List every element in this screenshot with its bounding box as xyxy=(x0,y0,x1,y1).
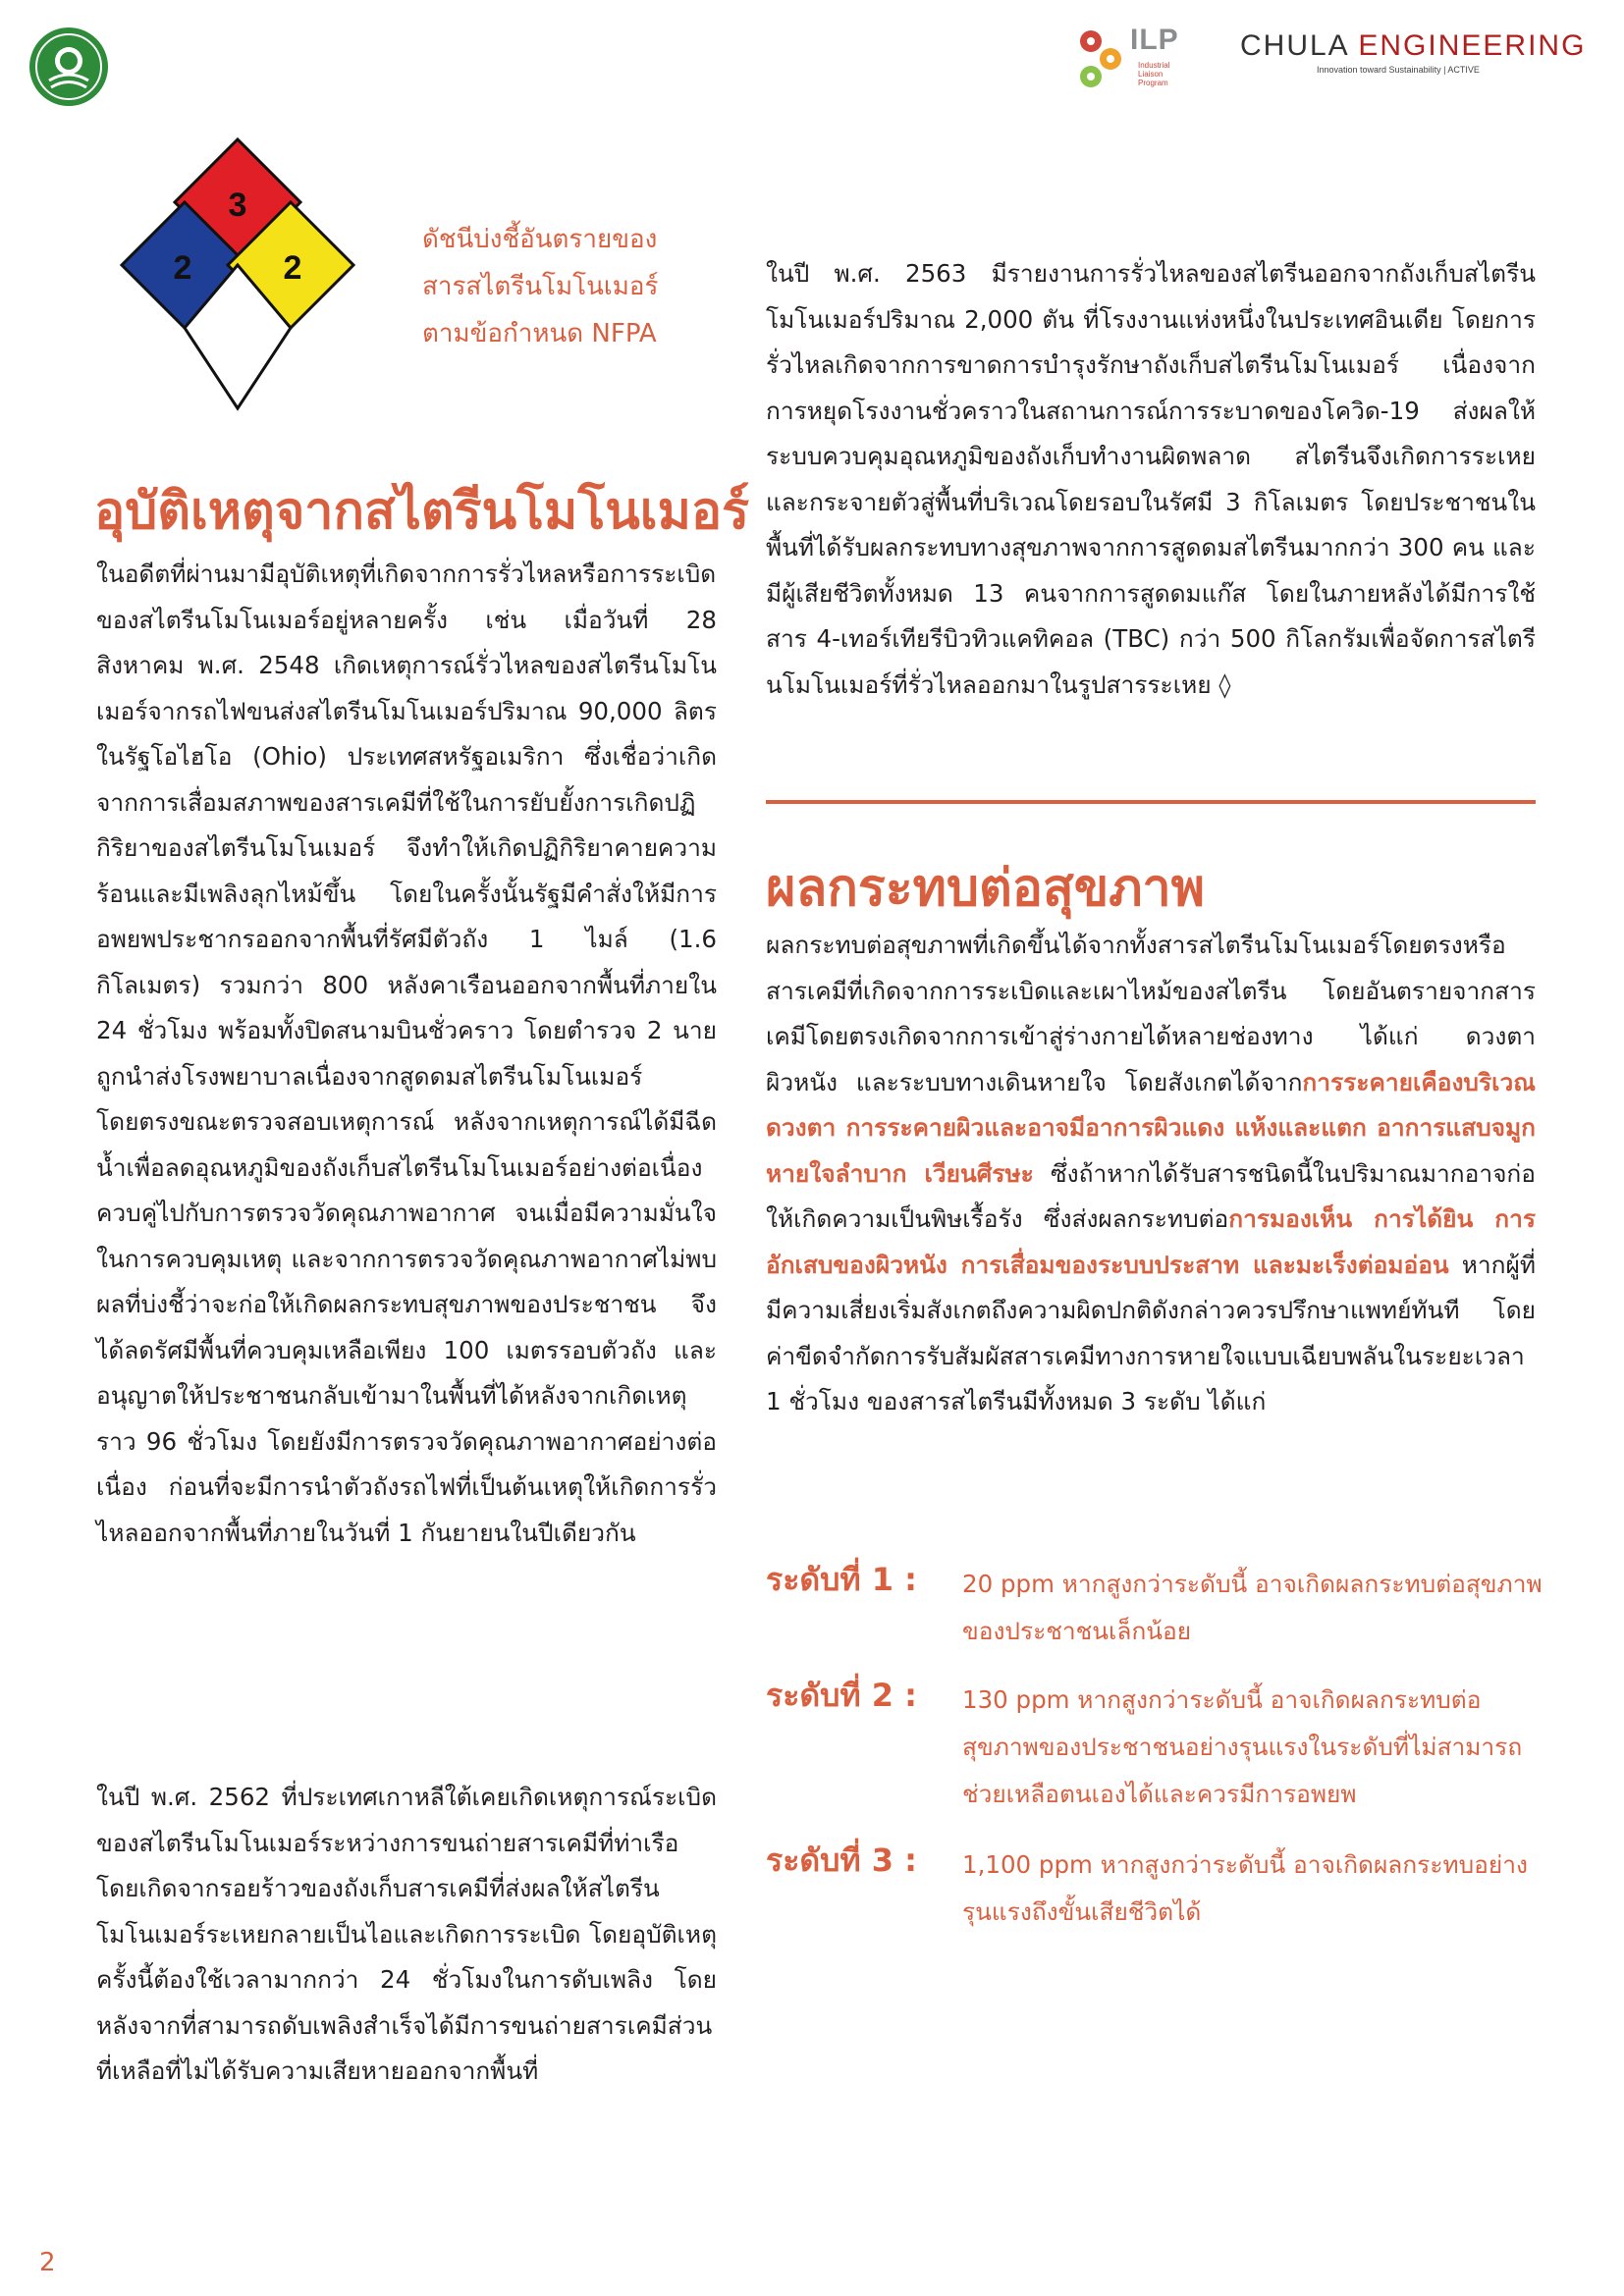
section-heading-accidents: อุบัติเหตุจากสไตรีนโมโนเมอร์ xyxy=(94,482,750,541)
section-heading-health-effects: ผลกระทบต่อสุขภาพ xyxy=(766,859,1206,918)
government-emblem-logo xyxy=(27,26,110,108)
chula-engineering-wordmark: CHULA ENGINEERING xyxy=(1240,29,1587,62)
chula-engineering-logo xyxy=(1240,29,1594,88)
nfpa-diamond xyxy=(120,137,355,414)
level-description: 1,100 ppm หากสูงกว่าระดับนี้ อาจเกิดผลกระทบอย่างรุนแรงถึงขั้นเสียชีวิตได้ xyxy=(962,1850,1528,1926)
chula-tagline: Innovation toward Sustainability | ACTIVE xyxy=(1317,65,1480,75)
level-description: 130 ppm หากสูงกว่าระดับนี้ อาจเกิดผลกระทบต่อสุขภาพของประชาชนอย่างรุนแรงในระดับที่ไม่สามารถช่วยเหลือตนเองได้และควรมีการอพยพ xyxy=(962,1685,1523,1808)
nfpa-health-value: 2 xyxy=(173,249,192,287)
paragraph-korea-accident: ในปี พ.ศ. 2562 ที่ประเทศเกาหลีใต้เคยเกิดเหตุการณ์ระเบิดของสไตรีนโมโนเมอร์ระหว่างการขนถ่ายสารเคมีที่ท่าเรือโดยเกิดจากรอยร้าวของถังเก็บสารเคมีที่ส่งผลให้สไตรีนโมโนเมอร์ระเหยกลายเป็นไอและเกิดการระเบิด โดยอุบัติเหตุครั้งนี้ต้องใช้เวลามากกว่า 24 ชั่วโมงในการดับเพลิง โดยหลังจากที่สามารถดับเพลิงสำเร็จได้มีการขนถ่ายสารเคมีส่วนที่เหลือที่ไม่ได้รับความเสียหายออกจากพื้นที่ xyxy=(96,1783,717,2085)
nfpa-reactivity-value: 2 xyxy=(283,249,302,287)
paragraph-health-effects: ผลกระทบต่อสุขภาพที่เกิดขึ้นได้จากทั้งสารสไตรีนโมโนเมอร์โดยตรงหรือสารเคมีที่เกิดจากการระเบิดและเผาไหม้ของสไตรีน โดยอันตรายจากสารเคมีโดยตรงเกิดจากการเข้าสู่ร่างกายได้หลายช่องทาง ได้แก่ ดวงตา ผิวหนัง และระบบทางเดินหายใจ โดยสังเกตได้จากการระคายเคืองบริเวณดวงตา การระคายผิวและอาจมีอาการผิวแดง แห้งและแตก อาการแสบจมูก หายใจลำบาก เวียนศีรษะ ซึ่งถ้าหากได้รับสารชนิดนี้ในปริมาณมากอาจก่อให้เกิดความเป็นพิษเรื้อรัง ซึ่งส่งผลกระทบต่อการมองเห็น การได้ยิน การอักเสบของผิวหนัง การเสื่อมของระบบประสาท และมะเร็งต่อมอ่อน หากผู้ที่มีความเสี่ยงเริ่มสังเกตถึงความผิดปกติดังกล่าวควรปรึกษาแพทย์ทันที โดยค่าขีดจำกัดการรับสัมผัสสารเคมีทางการหายใจแบบเฉียบพลันในระยะเวลา 1 ชั่วโมง ของสารสไตรีนมีทั้งหมด 3 ระดับ ได้แก่ xyxy=(766,931,1536,1415)
ilp-subtitle: Industrial Liaison Program xyxy=(1138,61,1170,87)
nfpa-flammability-value: 3 xyxy=(228,187,247,224)
ilp-wordmark: ILP xyxy=(1130,24,1179,56)
level-description: 20 ppm หากสูงกว่าระดับนี้ อาจเกิดผลกระทบต่อสุขภาพของประชาชนเล็กน้อย xyxy=(962,1570,1543,1645)
paragraph-india-accident: ในปี พ.ศ. 2563 มีรายงานการรั่วไหลของสไตรีนออกจากถังเก็บสไตรีนโมโนเมอร์ปริมาณ 2,000 ตัน ที่โรงงานแห่งหนึ่งในประเทศอินเดีย โดยการรั่วไหลเกิดจากการขาดการบำรุงรักษาถังเก็บสไตรีนโมโนเมอร์ เนื่องจากการหยุดโรงงานชั่วคราวในสถานการณ์การระบาดของโควิด-19 ส่งผลให้ระบบควบคุมอุณหภูมิของถังเก็บทำงานผิดพลาด สไตรีนจึงเกิดการระเหยและกระจายตัวสู่พื้นที่บริเวณโดยรอบในรัศมี 3 กิโลเมตร โดยประชาชนในพื้นที่ได้รับผลกระทบทางสุขภาพจากการสูดดมสไตรีนมากกว่า 300 คน และมีผู้เสียชีวิตทั้งหมด 13 คนจากการสูดดมแก๊ส โดยในภายหลังได้มีการใช้สาร 4-เทอร์เทียรีบิวทิวแคทิคอล (TBC) กว่า 500 กิโลกรัมเพื่อจัดการสไตรีนโมโนเมอร์ที่รั่วไหลออกมาในรูปสารระเหย ◊ xyxy=(766,259,1536,699)
highlight-acute-symptoms: การระคายเคืองบริเวณดวงตา การระคายผิวและอาจมีอาการผิวแดง แห้งและแตก อาการแสบจมูก หายใจลำบาก เวียนศีรษะ xyxy=(766,1067,1536,1188)
page-number: 2 xyxy=(39,2248,56,2277)
level-label: ระดับที่ 1 : xyxy=(766,1561,917,1598)
highlight-chronic-effects: การมองเห็น การได้ยิน การอักเสบของผิวหนัง การเสื่อมของระบบประสาท และมะเร็งต่อมอ่อน xyxy=(766,1204,1536,1279)
ilp-logo xyxy=(1073,22,1201,98)
section-divider xyxy=(766,800,1536,804)
paragraph-ohio-accident: ในอดีตที่ผ่านมามีอุบัติเหตุที่เกิดจากการรั่วไหลหรือการระเบิดของสไตรีนโมโนเมอร์อยู่หลายครั้ง เช่น เมื่อวันที่ 28 สิงหาคม พ.ศ. 2548 เกิดเหตุการณ์รั่วไหลของสไตรีนโมโนเมอร์จากรถไฟขนส่งสไตรีนโมโนเมอร์ปริมาณ 90,000 ลิตร ในรัฐโอไฮโอ (Ohio) ประเทศสหรัฐอเมริกา ซึ่งเชื่อว่าเกิดจากการเสื่อมสภาพของสารเคมีที่ใช้ในการยับยั้งการเกิดปฏิกิริยาของสไตรีนโมโนเมอร์ จึงทำให้เกิดปฏิกิริยาคายความร้อนและมีเพลิงลุกไหม้ขึ้น โดยในครั้งนั้นรัฐมีคำสั่งให้มีการอพยพประชากรออกจากพื้นที่รัศมีตัวถัง 1 ไมล์ (1.6 กิโลเมตร) รวมกว่า 800 หลังคาเรือนออกจากพื้นที่ภายใน 24 ชั่วโมง พร้อมทั้งปิดสนามบินชั่วคราว โดยตำรวจ 2 นายถูกนำส่งโรงพยาบาลเนื่องจากสูดดมสไตรีนโมโนเมอร์โดยตรงขณะตรวจสอบเหตุการณ์ หลังจากเหตุการณ์ได้มีฉีดน้ำเพื่อลดอุณหภูมิของถังเก็บสไตรีนโมโนเมอร์อย่างต่อเนื่องควบคู่ไปกับการตรวจวัดคุณภาพอากาศ จนเมื่อมีความมั่นใจในการควบคุมเหตุ และจากการตรวจวัดคุณภาพอากาศไม่พบผลที่บ่งชี้ว่าจะก่อให้เกิดผลกระทบสุขภาพของประชาชน จึงได้ลดรัศมีพื้นที่ควบคุมเหลือเพียง 100 เมตรรอบตัวถัง และอนุญาตให้ประชาชนกลับเข้ามาในพื้นที่ได้หลังจากเกิดเหตุราว 96 ชั่วโมง โดยยังมีการตรวจวัดคุณภาพอากาศอย่างต่อเนื่อง ก่อนที่จะมีการนำตัวถังรถไฟที่เป็นต้นเหตุให้เกิดการรั่วไหลออกจากพื้นที่ภายในวันที่ 1 กันยายนในปีเดียวกัน xyxy=(96,560,717,1547)
nfpa-caption: ดัชนีบ่งชี้อันตรายของ สารสไตรีนโมโนเมอร์ ตามข้อกำหนด NFPA xyxy=(422,225,659,348)
level-label: ระดับที่ 3 : xyxy=(766,1842,917,1879)
level-label: ระดับที่ 2 : xyxy=(766,1677,917,1714)
